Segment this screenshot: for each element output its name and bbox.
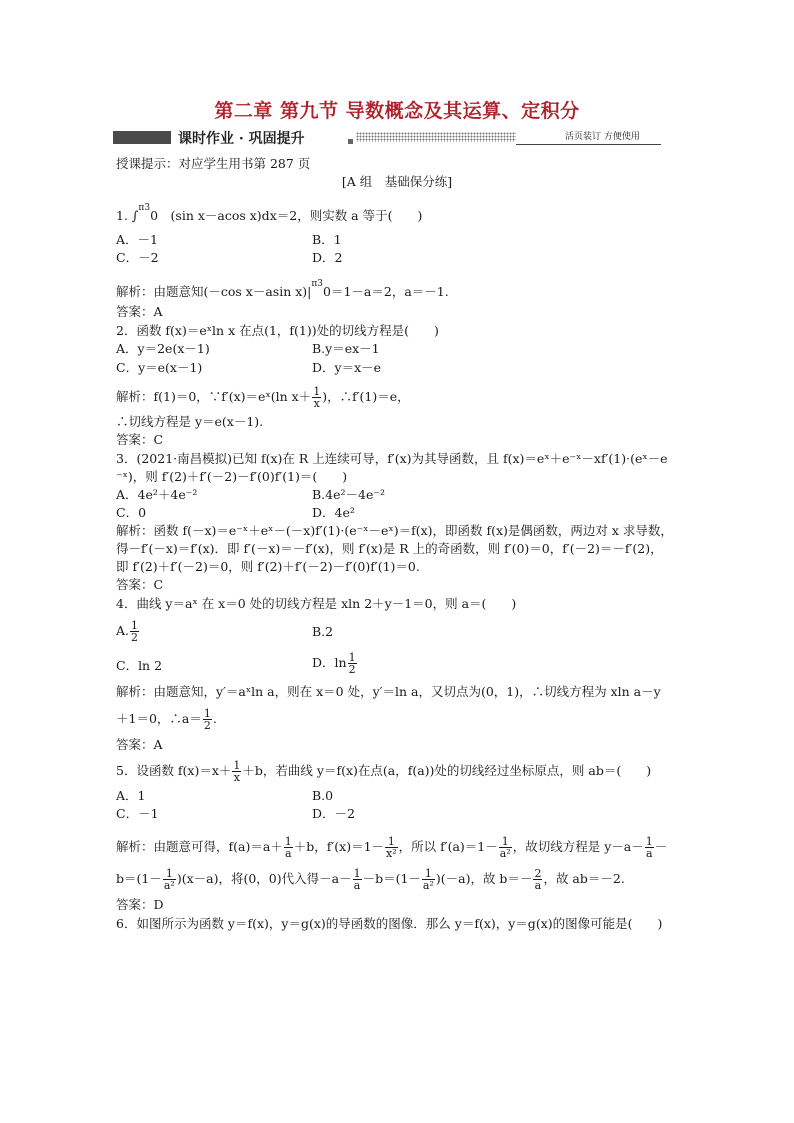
q5-sol2-part-b: )(x－a)，将(0，0)代入得－a－ bbox=[176, 871, 352, 886]
q2-option-d: D．y＝x－e bbox=[312, 360, 382, 375]
q2-stem: 2．函数 f(x)＝eˣln x 在点(1，f(1))处的切线方程是( ) bbox=[116, 323, 439, 338]
q4-answer: 答案：A bbox=[116, 737, 163, 752]
q1-option-a: A．－1 bbox=[116, 232, 158, 247]
banner-note: 活页装订 方便使用 bbox=[565, 132, 640, 142]
banner-dot-pattern bbox=[356, 132, 516, 142]
q5-sol2-frac4-num: 2 bbox=[534, 867, 542, 880]
q2-solution-line2: ∴切线方程是 y＝e(x－1). bbox=[116, 414, 264, 429]
q5-sol1-frac3-den: a² bbox=[499, 847, 511, 860]
section-banner bbox=[113, 128, 661, 148]
q1-solution-body: 0＝1－a＝2，a＝－1. bbox=[323, 284, 449, 299]
q5-sol2-frac4 bbox=[533, 868, 542, 891]
page-title: 第二章 第九节 导数概念及其运算、定积分 bbox=[214, 100, 580, 122]
q4-solution-line1: 解析：由题意知，y′＝aˣln a，则在 x＝0 处，y′＝ln a，又切点为(0，1)，∴切线方程为 xln a－y bbox=[116, 684, 661, 699]
q4-stem: 4．曲线 y＝aˣ 在 x＝0 处的切线方程是 xln 2＋y－1＝0，则 a＝( ) bbox=[116, 596, 517, 611]
q5-option-c: C．－1 bbox=[116, 806, 159, 821]
banner-title: 课时作业 · 巩固提升 bbox=[178, 131, 305, 147]
q5-option-d: D．－2 bbox=[312, 806, 355, 821]
q5-stem-den: x bbox=[233, 771, 241, 784]
q1-solution bbox=[116, 276, 449, 300]
q5-sol1-part-d: ，故切线方程是 y－a－ bbox=[512, 839, 644, 854]
q2-option-b: B.y＝ex－1 bbox=[312, 341, 380, 356]
q5-option-b: B.0 bbox=[312, 788, 334, 803]
q5-sol2-frac1 bbox=[163, 868, 176, 891]
q5-sol2-frac3-den: a² bbox=[422, 879, 434, 892]
q4-a-num: 1 bbox=[131, 619, 139, 632]
q4-solution-fraction bbox=[203, 708, 212, 731]
q4-option-c: C．ln 2 bbox=[116, 658, 163, 673]
q5-sol1-frac1-num: 1 bbox=[284, 835, 292, 848]
q5-sol1-frac3 bbox=[499, 836, 512, 859]
q1-solution-limit bbox=[311, 279, 323, 289]
q4-option-a-prefix: A. bbox=[116, 623, 130, 638]
q5-stem-fraction bbox=[232, 760, 241, 783]
q5-sol1-frac2 bbox=[385, 836, 398, 859]
q5-sol1-frac1-den: a bbox=[285, 847, 292, 860]
q1-answer: 答案：A bbox=[116, 304, 163, 319]
q5-stem-num: 1 bbox=[233, 759, 241, 772]
q5-stem-suffix: ＋b，若曲线 y＝f(x)在点(a，f(a))处的切线经过坐标原点，则 ab＝( ) bbox=[242, 763, 652, 778]
q5-sol1-frac2-den: x² bbox=[386, 847, 397, 860]
q3-option-c: C．0 bbox=[116, 505, 147, 520]
q1-option-c: C．－2 bbox=[116, 250, 159, 265]
q1-stem-body: 0 (sin x－acos x)dx＝2，则实数 a 等于( ) bbox=[150, 208, 423, 223]
q1-option-d: D．2 bbox=[312, 250, 343, 265]
group-heading: [A 组 基础保分练] bbox=[341, 174, 453, 189]
q1-stem-prefix: 1. ∫ bbox=[116, 208, 139, 223]
q2-solution-suffix: )，∴f′(1)＝e， bbox=[322, 389, 410, 404]
q5-sol1-part-e: － bbox=[654, 839, 668, 854]
q1-option-b: B．1 bbox=[312, 232, 342, 247]
q2-solution bbox=[116, 386, 410, 409]
q4-d-num: 1 bbox=[348, 651, 356, 664]
q4-d-den: 2 bbox=[348, 663, 356, 676]
q2-answer: 答案：C bbox=[116, 432, 164, 447]
q5-sol2-part-e: ，故 ab＝－2. bbox=[543, 871, 625, 886]
q3-solution-line2: 得－f′(－x)＝f′(x)．即 f′(－x)＝－f′(x)，则 f′(x)是 R 上的奇函数，则 f′(0)＝0，f′(－2)＝－f′(2)， bbox=[116, 541, 663, 556]
q3-stem-line2: ⁻ˣ)，则 f′(2)＋f′(－2)－f′(0)f′(1)＝( ) bbox=[116, 469, 348, 484]
q4-option-d bbox=[312, 652, 358, 675]
q2-solution-prefix: 解析：f(1)＝0，∵f′(x)＝eˣ(ln x＋ bbox=[116, 389, 312, 404]
q4-option-d-fraction bbox=[348, 652, 357, 675]
q4-option-a bbox=[116, 620, 140, 643]
q5-sol2-part-a: b＝(1－ bbox=[116, 871, 162, 886]
q5-sol2-frac2 bbox=[353, 868, 362, 891]
q1-upper-limit bbox=[138, 200, 150, 216]
banner-square bbox=[348, 139, 353, 144]
q5-stem-prefix: 5．设函数 f(x)＝x＋ bbox=[116, 763, 232, 778]
q5-sol1-part-a: 解析：由题意可得，f(a)＝a＋ bbox=[116, 839, 283, 854]
q5-sol1-part-c: ，所以 f′(a)＝1－ bbox=[398, 839, 498, 854]
q5-answer: 答案：D bbox=[116, 897, 164, 912]
q4-solution-line2 bbox=[116, 708, 217, 731]
q4-option-d-prefix: D．ln bbox=[312, 655, 347, 670]
q2-option-a: A．y＝2e(x－1) bbox=[116, 341, 210, 356]
q5-sol1-frac4 bbox=[645, 836, 654, 859]
q5-sol1-frac1 bbox=[284, 836, 293, 859]
q5-sol2-part-d: )(－a)，故 b＝－ bbox=[435, 871, 533, 886]
q4-sol-den: 2 bbox=[203, 719, 211, 732]
banner-rule bbox=[516, 144, 661, 145]
q3-option-d: D．4e² bbox=[312, 505, 355, 520]
q2-solution-fraction bbox=[312, 386, 321, 409]
q1-limit-three: 3 bbox=[144, 203, 151, 213]
q5-sol2-frac3 bbox=[422, 868, 435, 891]
q3-solution-line1: 解析：函数 f(－x)＝e⁻ˣ＋eˣ－(－x)f′(1)·(e⁻ˣ－eˣ)＝f(x)，即函数 f(x)是偶函数，两边对 x 求导数， bbox=[116, 523, 673, 538]
q6-stem: 6．如图所示为函数 y＝f(x)，y＝g(x)的导函数的图像．那么 y＝f(x)，y＝g(x)的图像可能是( ) bbox=[116, 916, 663, 931]
q5-sol2-frac2-num: 1 bbox=[353, 867, 361, 880]
q4-solution-line2-suffix: . bbox=[212, 711, 217, 726]
q1-sol-limit-three: 3 bbox=[317, 279, 324, 289]
q4-solution-line2-prefix: ＋1＝0，∴a＝ bbox=[116, 711, 202, 726]
q5-sol1-frac3-num: 1 bbox=[499, 836, 512, 848]
q5-stem bbox=[116, 760, 651, 783]
q1-solution-prefix: 解析：由题意知(－cos x－asin x)| bbox=[116, 284, 312, 299]
q5-sol1-frac2-num: 1 bbox=[385, 836, 398, 848]
q5-sol1-part-b: ＋b，f′(x)＝1－ bbox=[293, 839, 385, 854]
q2-frac-den: x bbox=[313, 397, 320, 410]
q5-sol2-frac1-num: 1 bbox=[163, 868, 176, 880]
q4-a-den: 2 bbox=[131, 631, 139, 644]
q4-option-b: B.2 bbox=[312, 624, 334, 639]
q5-sol1-frac4-num: 1 bbox=[645, 835, 653, 848]
q2-option-c: C．y＝e(x－1) bbox=[116, 360, 203, 375]
q5-sol2-part-c: －b＝(1－ bbox=[362, 871, 421, 886]
q3-solution-line3: 即 f′(2)＋f′(－2)＝0，则 f′(2)＋f′(－2)－f′(0)f′(1)＝0. bbox=[116, 559, 420, 574]
q5-sol2-frac4-den: a bbox=[534, 879, 542, 892]
q5-solution-line1 bbox=[116, 836, 667, 859]
q5-sol1-frac4-den: a bbox=[645, 847, 653, 860]
q3-option-b: B.4e²－4e⁻² bbox=[312, 487, 385, 502]
q5-sol2-frac1-den: a² bbox=[163, 879, 175, 892]
banner-dark-block bbox=[113, 131, 171, 144]
q3-stem-line1: 3．(2021·南昌模拟)已知 f(x)在 R 上连续可导，f′(x)为其导函数，且 f(x)＝eˣ＋e⁻ˣ－xf′(1)·(eˣ－e bbox=[116, 451, 668, 466]
q5-option-a: A．1 bbox=[116, 788, 146, 803]
q5-sol2-frac2-den: a bbox=[353, 879, 361, 892]
q3-answer: 答案：C bbox=[116, 577, 164, 592]
q4-option-a-fraction bbox=[130, 620, 139, 643]
q5-sol2-frac3-num: 1 bbox=[422, 868, 435, 880]
q4-sol-num: 1 bbox=[203, 707, 211, 720]
q1-stem bbox=[116, 200, 422, 224]
teaching-hint: 授课提示：对应学生用书第 287 页 bbox=[116, 156, 311, 171]
q1-sol-limit-pi: π bbox=[311, 279, 318, 289]
q1-limit-pi: π bbox=[138, 203, 145, 213]
q2-frac-num: 1 bbox=[313, 385, 321, 398]
q5-solution-line2 bbox=[116, 868, 625, 891]
q3-option-a: A．4e²＋4e⁻² bbox=[116, 487, 198, 502]
